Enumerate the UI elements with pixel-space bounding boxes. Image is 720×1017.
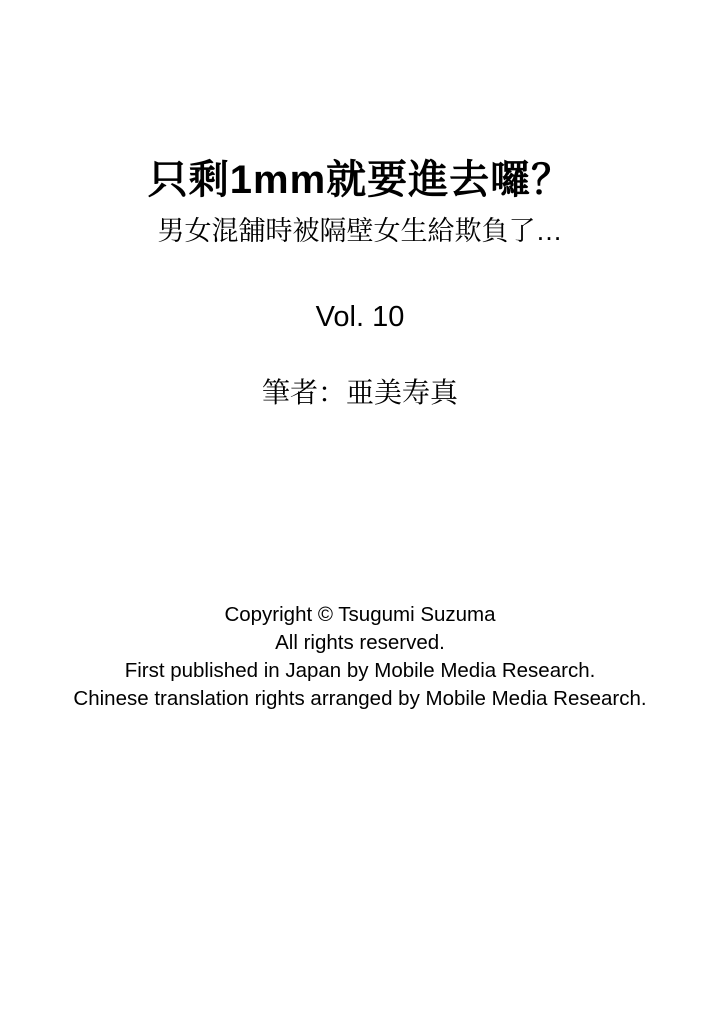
series-subtitle: 男女混舖時被隔壁女生給欺負了… [157, 216, 563, 246]
copyright-line-publisher: First published in Japan by Mobile Media Research. [124, 659, 596, 682]
copyright-line-rights: All rights reserved. [275, 631, 445, 654]
volume-label: Vol. 10 [315, 301, 405, 333]
copyright-line-holder: Copyright © Tsugumi Suzuma [224, 603, 496, 626]
series-title: 只剩1mm就要進去囉？ [147, 158, 573, 202]
copyright-line-translation: Chinese translation rights arranged by Mobile Media Research. [73, 687, 647, 710]
author-credit: 筆者：亜美寿真 [261, 377, 458, 408]
copyright-block [0, 601, 720, 713]
